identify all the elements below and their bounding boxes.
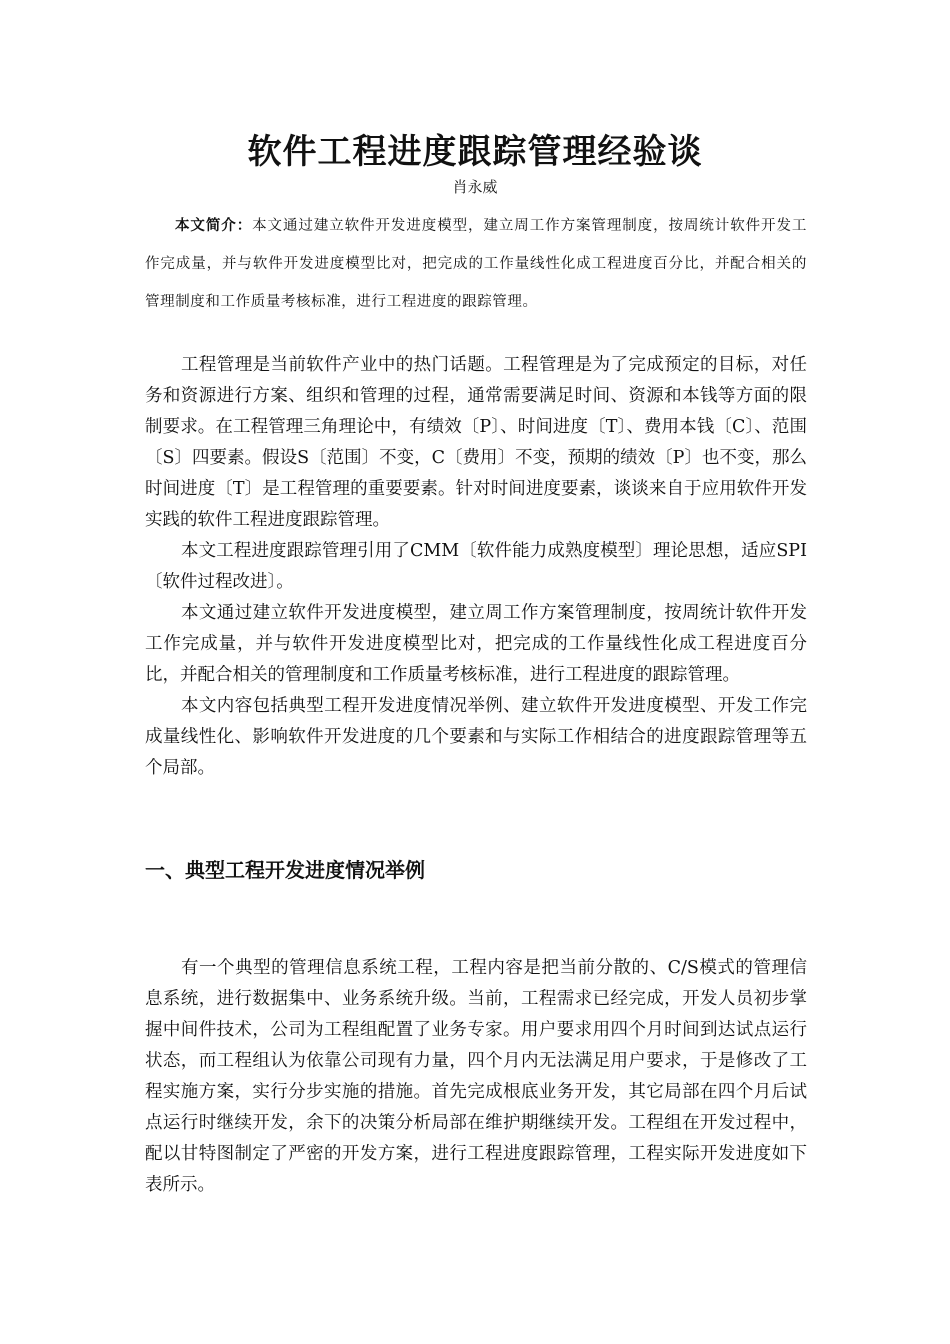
author-name: 肖永威 (452, 178, 498, 196)
body-paragraph: 工程管理是当前软件产业中的热门话题。工程管理是为了完成预定的目标，对任务和资源进行方案、组织和管理的过程，通常需要满足时间、资源和本钱等方面的限制要求。在工程管理三角理论中，有绩效〔P〕、时间进度〔T〕、费用本钱〔C〕、范围〔S〕四要素。假设S〔范围〕不变，C〔费用〕不变，预期的绩效〔P〕也不变，那么时间进度〔T〕是工程管理的重要要素。针对时间进度要素，谈谈来自于应用软件开发实践的软件工程进度跟踪管理。 (145, 355, 807, 530)
section-1-body (145, 953, 807, 1201)
section-heading: 一、典型工程开发进度情况举例 (145, 858, 425, 882)
intro-section (145, 350, 807, 784)
document-title: 软件工程进度跟踪管理经验谈 (247, 132, 703, 172)
body-paragraph: 本文通过建立软件开发进度模型，建立周工作方案管理制度，按周统计软件开发工作完成量，并与软件开发进度模型比对，把完成的工作量线性化成工程进度百分比，并配合相关的管理制度和工作质量考核标准，进行工程进度的跟踪管理。 (145, 603, 807, 685)
body-paragraph: 本文内容包括典型工程开发进度情况举例、建立软件开发进度模型、开发工作完成量线性化、影响软件开发进度的几个要素和与实际工作相结合的进度跟踪管理等五个局部。 (145, 696, 807, 778)
body-paragraph: 本文工程进度跟踪管理引用了CMM〔软件能力成熟度模型〕理论思想，适应SPI〔软件过程改进〕。 (145, 541, 807, 592)
abstract-text: 本文通过建立软件开发进度模型，建立周工作方案管理制度，按周统计软件开发工作完成量，并与软件开发进度模型比对，把完成的工作量线性化成工程进度百分比，并配合相关的管理制度和工作质量考核标准，进行工程进度的跟踪管理。 (145, 218, 808, 310)
body-paragraph: 有一个典型的管理信息系统工程，工程内容是把当前分散的、C/S模式的管理信息系统，进行数据集中、业务系统升级。当前，工程需求已经完成，开发人员初步掌握中间件技术，公司为工程组配置了业务专家。用户要求用四个月时间到达试点运行状态，而工程组认为依靠公司现有力量，四个月内无法满足用户要求，于是修改了工程实施方案，实行分步实施的措施。首先完成根底业务开发，其它局部在四个月后试点运行时继续开发，余下的决策分析局部在维护期继续开发。工程组在开发过程中，配以甘特图制定了严密的开发方案，进行工程进度跟踪管理，工程实际开发进度如下表所示。 (145, 958, 807, 1195)
abstract-label: 本文简介： (175, 218, 253, 234)
abstract (145, 207, 807, 321)
